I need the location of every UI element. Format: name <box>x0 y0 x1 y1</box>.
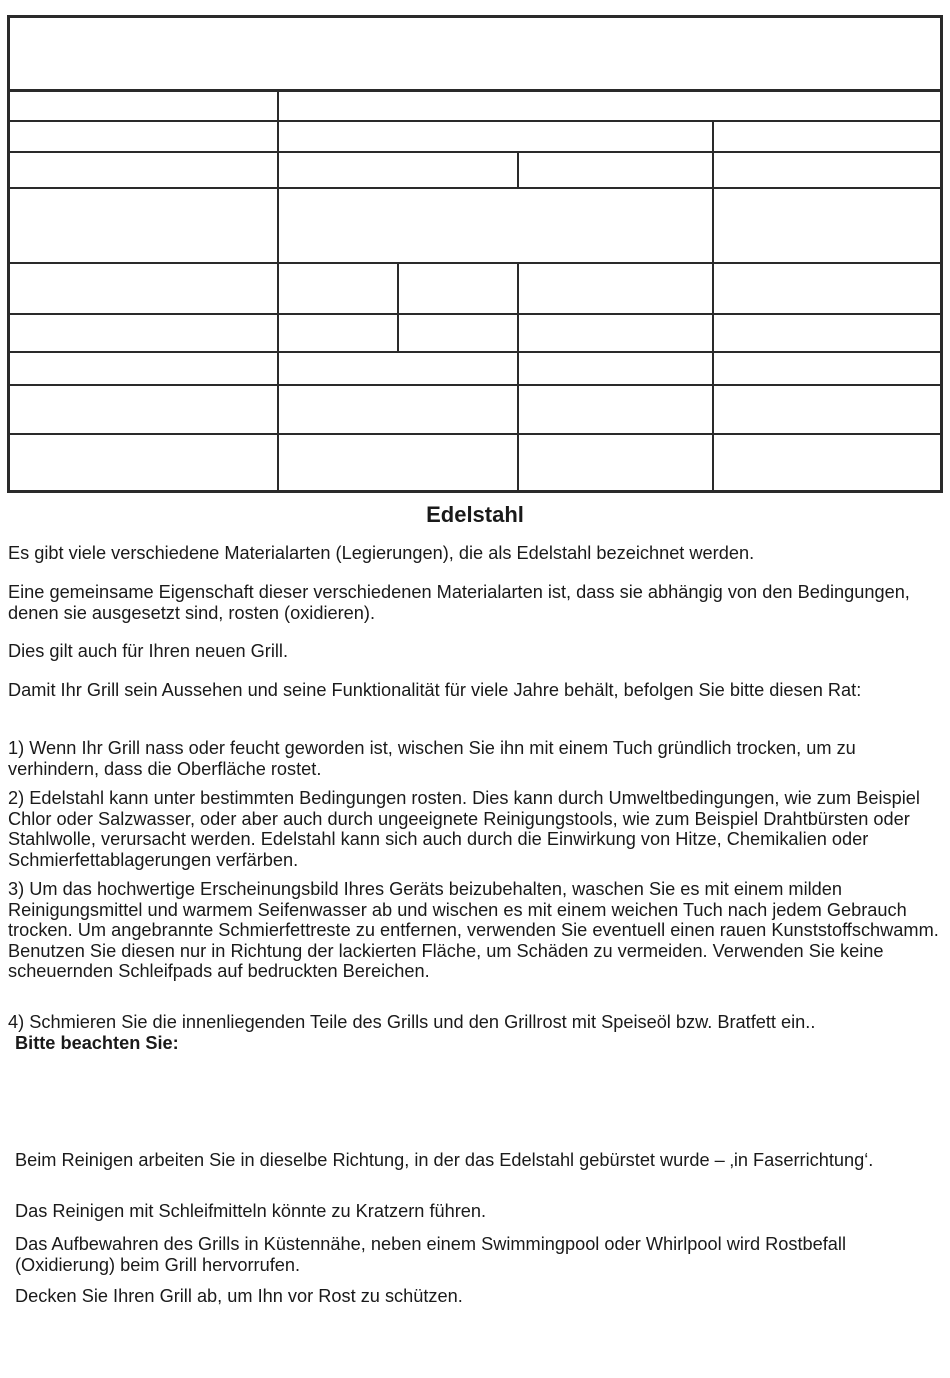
table-col-line <box>517 262 519 492</box>
table-border-top <box>7 15 943 18</box>
table-row-line <box>7 187 943 189</box>
instruction-step: 4) Schmieren Sie die innenliegenden Teile des Grills und den Grillrost mit Speiseöl bzw. Bratfett ein.. <box>8 1012 816 1032</box>
table-row-line <box>7 89 943 92</box>
note-item: Das Reinigen mit Schleifmitteln könnte zu Kratzern führen. <box>15 1201 487 1221</box>
table-row-line <box>7 151 943 153</box>
note-item: Decken Sie Ihren Grill ab, um Ihn vor Rost zu schützen. <box>15 1286 463 1306</box>
paragraph: Es gibt viele verschiedene Materialarten (Legierungen), die als Edelstahl bezeichnet werden. <box>8 543 755 563</box>
paragraph: Eine gemeinsame Eigenschaft dieser verschiedenen Materialarten ist, dass sie abhängig von den Bedingungen, denen sie ausgesetzt sind, rosten (oxidieren). <box>8 582 910 623</box>
table-col-line <box>277 89 279 492</box>
note-item: Beim Reinigen arbeiten Sie in dieselbe Richtung, in der das Edelstahl gebürstet wurde – ‚in Faserrichtung‘. <box>15 1150 874 1170</box>
table-row-line <box>7 313 943 315</box>
table-row-line <box>7 120 943 122</box>
section-title: Edelstahl <box>426 502 524 527</box>
table-col-line <box>712 120 714 492</box>
instruction-step: 2) Edelstahl kann unter bestimmten Bedingungen rosten. Dies kann durch Umweltbedingungen, wie zum Beispiel Chlor oder Salzwasser, oder aber auch durch ungeeignete Reinigungstools, wie zum Beispiel Drahtbürsten oder Stahlwolle, verursacht werden. Edelstahl kann sich auch durch die Einwirkung von Hitze, Chemikalien oder Schmierfettablagerungen verfärben. <box>8 788 920 870</box>
table-col-line <box>397 262 399 352</box>
table-row-line <box>7 351 943 353</box>
paragraph: Dies gilt auch für Ihren neuen Grill. <box>8 641 289 661</box>
paragraph: Damit Ihr Grill sein Aussehen und seine Funktionalität für viele Jahre behält, befolgen Sie bitte diesen Rat: <box>8 680 862 700</box>
table-border-bottom <box>7 490 943 493</box>
note-item: Das Aufbewahren des Grills in Küstennähe, neben einem Swimmingpool oder Whirlpool wird Rostbefall (Oxidierung) beim Grill hervorrufen. <box>15 1234 846 1275</box>
note-heading: Bitte beachten Sie: <box>15 1033 179 1053</box>
table-border-left <box>7 15 10 493</box>
table-row-line <box>7 262 943 264</box>
instruction-step: 1) Wenn Ihr Grill nass oder feucht geworden ist, wischen Sie ihn mit einem Tuch gründlich trocken, um zu verhindern, dass die Oberfläche rostet. <box>8 738 856 779</box>
instruction-step: 3) Um das hochwertige Erscheinungsbild Ihres Geräts beizubehalten, waschen Sie es mit einem milden Reinigungsmittel und warmem Seifenwasser ab und wischen es mit einem weichen Tuch nach jedem Gebrauch trocken. Um angebrannte Schmierfettreste zu entfernen, verwenden Sie eventuell einen rauen Kunststoffschwamm. Benutzen Sie diesen nur in Richtung der lackierten Fläche, um Schäden zu vermeiden. Verwenden Sie keine scheuernden Schleifpads auf bedruckten Bereichen. <box>8 879 939 981</box>
table-col-line <box>517 151 519 188</box>
table-row-line <box>7 433 943 435</box>
blank-form-table <box>0 0 950 500</box>
table-row-line <box>7 384 943 386</box>
table-border-right <box>940 15 943 493</box>
